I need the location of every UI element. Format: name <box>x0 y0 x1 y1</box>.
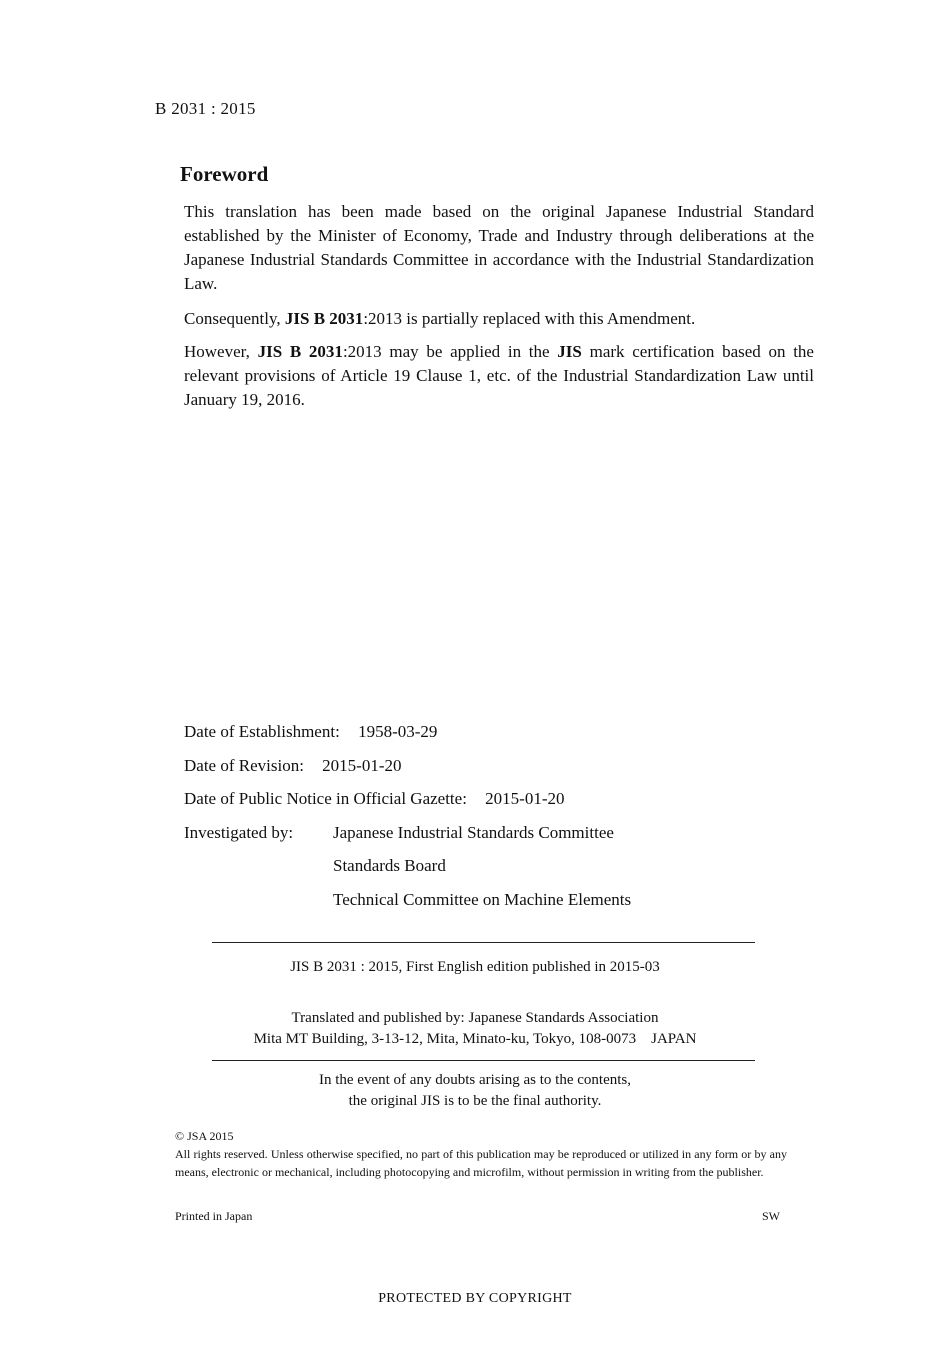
gazette-label: Date of Public Notice in Official Gazette: <box>184 789 467 808</box>
establishment-label: Date of Establishment: <box>184 722 340 741</box>
investigated-row <box>184 823 293 843</box>
p3-text: However, <box>184 342 258 361</box>
authority-line-2: the original JIS is to be the final authority. <box>348 1093 602 1109</box>
gazette-row <box>184 789 565 809</box>
foreword-title: Foreword <box>180 162 269 186</box>
divider <box>212 1060 755 1061</box>
gazette-value: 2015-01-20 <box>485 789 565 808</box>
p3-text-end: mark certification based on the relevant provisions of Article 19 Clause 1, etc. of the Industrial Standardization Law until January 19, 2016. <box>184 342 814 409</box>
establishment-row <box>184 722 437 742</box>
investigated-line: Technical Committee on Machine Elements <box>333 890 632 909</box>
publisher-line-2: Mita MT Building, 3-13-12, Mita, Minato-ku, Tokyo, 108-0073 JAPAN <box>253 1031 697 1047</box>
p2-standard-ref: JIS B 2031 <box>284 309 364 328</box>
foreword-paragraph-1: This translation has been made based on the original Japanese Industrial Standard established by the Minister of Economy, Trade and Industry through deliberations at the Japanese Industrial Standards Committee in accordance with the Industrial Standardization Law. <box>184 202 814 293</box>
copyright-footer: PROTECTED BY COPYRIGHT <box>378 1291 572 1306</box>
investigated-line: Standards Board <box>333 856 446 875</box>
p3-text-mid: :2013 may be applied in the <box>342 342 558 361</box>
divider <box>212 942 755 943</box>
p2-text: Consequently, <box>184 309 285 328</box>
investigated-label: Investigated by: <box>184 823 294 842</box>
p3-jis-ref: JIS <box>557 342 582 361</box>
p2-text-end: :2013 is partially replaced with this Amendment. <box>363 309 696 328</box>
p3-standard-ref: JIS B 2031 <box>257 342 343 361</box>
copyright-notice: © JSA 2015 <box>175 1129 234 1143</box>
authority-line-1: In the event of any doubts arising as to the contents, <box>318 1072 631 1088</box>
publisher-line-1: Translated and published by: Japanese Standards Association <box>291 1010 659 1026</box>
print-code: SW <box>762 1209 780 1223</box>
printed-in-japan: Printed in Japan <box>175 1209 253 1223</box>
investigated-line: Japanese Industrial Standards Committee <box>333 823 614 842</box>
foreword-paragraph-2 <box>184 307 814 331</box>
edition-line: JIS B 2031 : 2015, First English edition published in 2015-03 <box>290 959 660 975</box>
foreword-paragraph-3 <box>184 340 814 412</box>
document-id-header: B 2031 : 2015 <box>155 99 256 118</box>
revision-value: 2015-01-20 <box>322 756 402 775</box>
establishment-value: 1958-03-29 <box>358 722 438 741</box>
revision-label: Date of Revision: <box>184 756 304 775</box>
revision-row <box>184 756 402 776</box>
rights-statement: All rights reserved. Unless otherwise specified, no part of this publication may be reproduced or utilized in any form or by any means, electronic or mechanical, including photocopying and microfilm, without permission in writing from the publisher. <box>175 1147 787 1179</box>
